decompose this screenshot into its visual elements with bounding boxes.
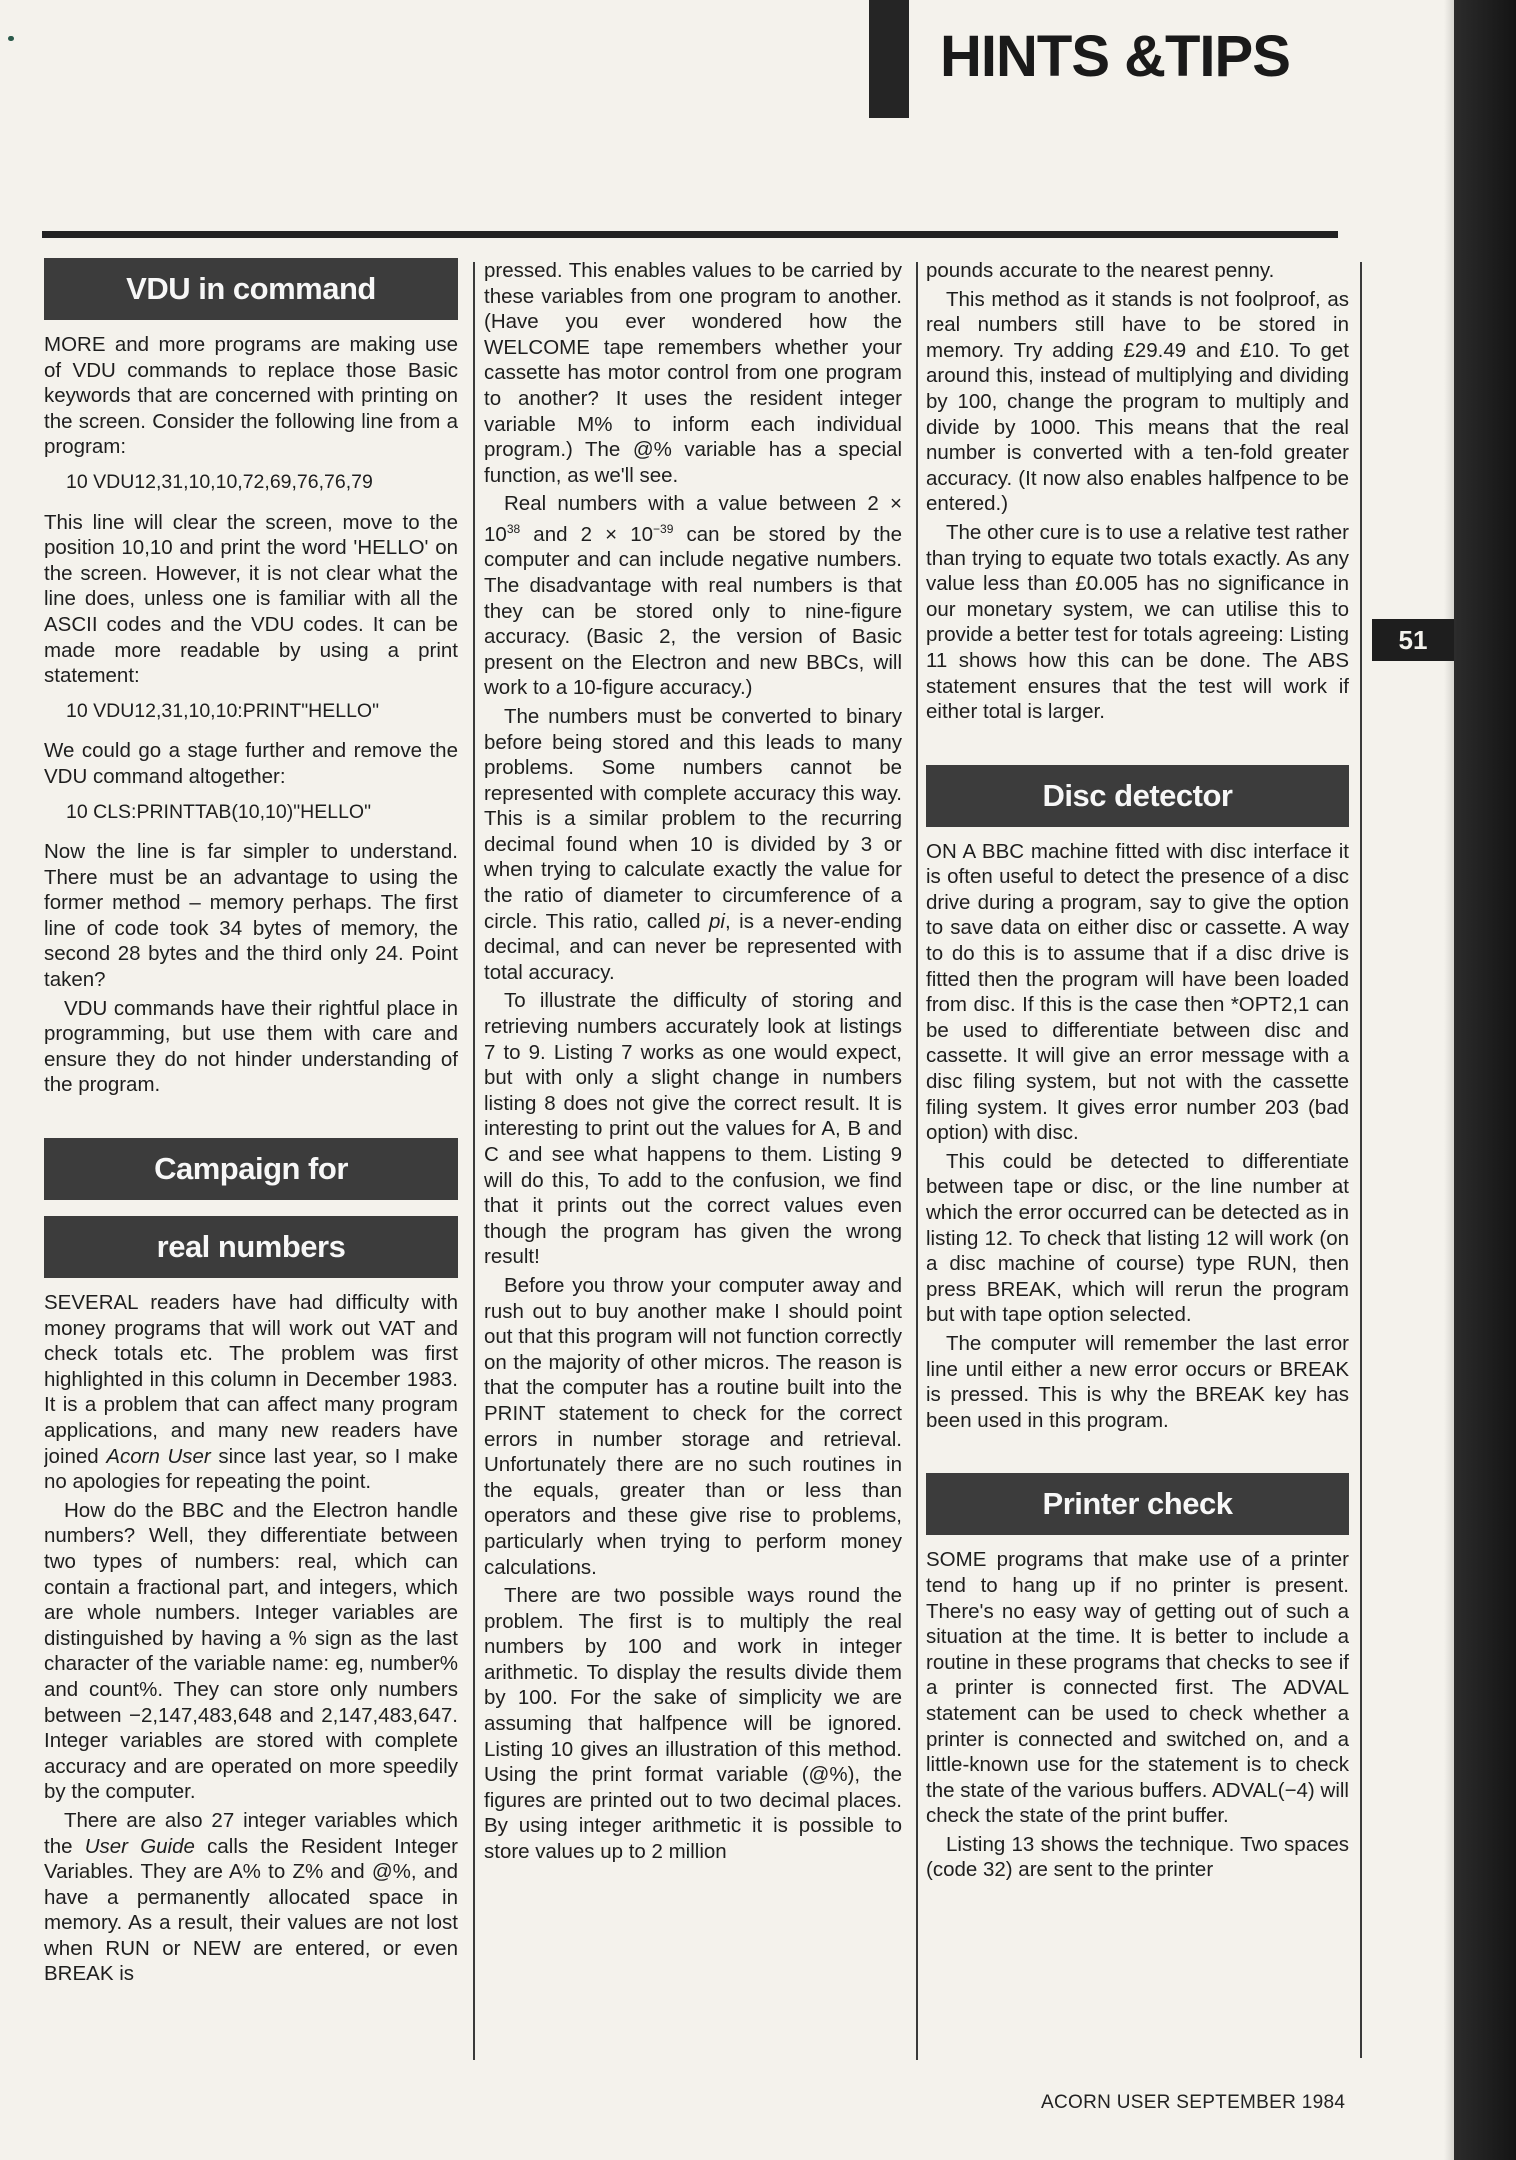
paragraph: Before you throw your computer away and rush out to buy another make I should point out that this program will not function correctly on the majority of other micros. The reason is that the computer has a routine built into the PRINT statement to check for the correct errors in number storage and retrieval. Unfortunately there are no such routines in the equals, greater than or less than operators and these give rise to problems, particularly when trying to perform money calculations. xyxy=(484,1273,902,1579)
print-speck xyxy=(8,36,14,41)
paragraph: How do the BBC and the Electron handle numbers? Well, they differentiate between two types of numbers: real, which can contain a fractional part, and integers, which are whole numbers. Integer variables are distinguished by having a % sign as the last character of the variable name: eg, number% and count%. They can store only numbers between −2,147,483,648 and 2,147,483,647. Integer variables are stored with complete accuracy and are operated on more speedily by the computer. xyxy=(44,1498,458,1804)
paragraph: The computer will remember the last error line until either a new error occurs or BREAK is pressed. This is why the BREAK key has been used in this program. xyxy=(926,1331,1349,1432)
footer-credit: ACORN USER SEPTEMBER 1984 xyxy=(1041,2092,1346,2113)
code-line: 10 VDU12,31,10,10,72,69,76,76,79 xyxy=(66,470,373,493)
vdu-in-command-heading: VDU in command xyxy=(44,258,458,320)
column-rule xyxy=(473,262,475,2060)
column-3 xyxy=(926,258,1349,2058)
paragraph: The other cure is to use a relative test rather than trying to equate two totals exactly. As any value less than £0.005 has no significance in our monetary system, we can utilise this to provide a better test for totals agreeing: Listing 11 shows how this can be done. The ABS statement ensures that the test will work if either total is larger. xyxy=(926,520,1349,724)
top-rule xyxy=(42,231,1338,238)
column-rule xyxy=(1360,262,1362,2058)
printer-check-heading: Printer check xyxy=(926,1473,1349,1535)
column-1 xyxy=(44,258,458,2058)
paragraph: ON A BBC machine fitted with disc interface it is often useful to detect the presence of a disc drive during a program, say to give the option to save data on either disc or cassette. A way to do this is to assume that if a disc drive is fitted then the program will have been loaded from disc. If this is the case then *OPT2,1 can be used to differentiate between disc and cassette. It will give an error message with a disc filing system, but not with the cassette filing system. It gives error number 203 (bad option) with disc. xyxy=(926,839,1349,1145)
magazine-name: Acorn User xyxy=(106,1444,211,1468)
campaign-heading-line-1: Campaign for xyxy=(44,1138,458,1200)
campaign-heading-line-2: real numbers xyxy=(44,1216,458,1278)
paragraph: This could be detected to differentiate between tape or disc, or the line number at which the error occurred can be detected as in listing 12. To check that listing 12 will work (on a disc machine of course) type RUN, then press BREAK, which will rerun the program but with tape option selected. xyxy=(926,1149,1349,1327)
paragraph: Listing 13 shows the technique. Two spaces (code 32) are sent to the printer xyxy=(926,1832,1349,1882)
paragraph: Now the line is far simpler to understand. There must be an advantage to using the former method – memory perhaps. The first line of code took 34 bytes of memory, the second 28 bytes and the third only 24. Point taken? xyxy=(44,840,458,992)
paragraph: Real numbers with a value between $2 \times 10^{38}$ and $2 \times 10^{-39}$ can be stored by the computer and can include negative numbers. The disadvantage with real numbers is that they can be stored only to nine-figure accuracy. (Basic 2, the version of Basic present on the Electron and new BBCs, will work to a 10-figure accuracy.) xyxy=(484,492,902,700)
paragraph: This method as it stands is not foolproof, as real numbers still have to be stored in memory. Try adding £29.49 and £10. To get around this, instead of multiplying and dividing by 100, change the program to multiply and divide by 1000. This means that the real number is converted with a ten-fold greater accuracy. (It now also enables halfpence to be entered.) xyxy=(926,287,1349,516)
book-title: User Guide xyxy=(84,1834,195,1858)
spine-shadow xyxy=(1444,0,1454,2160)
column-rule xyxy=(916,262,918,2060)
code-line: 10 VDU12,31,10,10:PRINT"HELLO" xyxy=(66,699,379,722)
disc-detector-heading: Disc detector xyxy=(926,765,1349,827)
code-line: 10 CLS:PRINTTAB(10,10)"HELLO" xyxy=(66,800,372,823)
header-bar xyxy=(869,0,909,118)
paragraph: MORE and more programs are making use of VDU commands to replace those Basic keywords that are concerned with printing on the screen. Consider the following line from a program: xyxy=(44,333,458,459)
paragraph: We could go a stage further and remove the VDU command altogether: xyxy=(44,739,458,788)
paragraph: SEVERAL readers have had difficulty with money programs that will work out VAT and check totals etc. The problem was first highlighted in this column in December 1983. It is a problem that can affect many program applications, and many new readers have joined Acorn User since last year, so I make no apologies for repeating the point. xyxy=(44,1291,458,1494)
paragraph: To illustrate the difficulty of storing and retrieving numbers accurately look at listings 7 to 9. Listing 7 works as one would expect, but with only a slight change in numbers listing 8 does not give the correct result. It is interesting to print out the values for A, B and C and see what happens to them. Listing 9 will do this, To add to the confusion, we find that it prints out the correct values even though the program has given the wrong result! xyxy=(484,989,902,1269)
paragraph: The numbers must be converted to binary before being stored and this leads to many problems. Some numbers cannot be represented with complete accuracy this way. This is a similar problem to the recurring decimal found when 10 is divided by 3 or when trying to calculate exactly the value for the ratio of diameter to circumference of a circle. This ratio, called pi, is a never-ending decimal, and can never be represented with total accuracy. xyxy=(484,704,902,984)
paragraph: SOME programs that make use of a printer tend to hang up if no printer is present. There's no easy way of getting out of such a situation at the time. It is better to include a routine in these programs that checks to see if a printer is connected first. The ADVAL statement can be used to check whether a printer is connected and switched on, and a little-known use for the statement is to check the state of the various buffers. ADVAL(−4) will check the state of the print buffer. xyxy=(926,1548,1349,1828)
paragraph: VDU commands have their rightful place in programming, but use them with care and ensure they do not hinder understanding of the program. xyxy=(44,996,458,1097)
paragraph: pounds accurate to the nearest penny. xyxy=(926,259,1275,282)
paragraph: There are also 27 integer variables which the User Guide calls the Resident Integer Variables. They are A% to Z% and @%, and have a permanently allocated space in memory. As a result, their values are not lost when RUN or NEW are entered, or even BREAK is xyxy=(44,1808,458,1986)
section-title: HINTS &TIPS xyxy=(940,24,1290,89)
page-number: 51 xyxy=(1372,619,1454,661)
magazine-spine xyxy=(1454,0,1516,2160)
column-2 xyxy=(484,258,902,2058)
paragraph: This line will clear the screen, move to the position 10,10 and print the word 'HELLO' on the screen. However, it is not clear what the line does, unless one is familiar with all the ASCII codes and the VDU codes. It can be made more readable by using a print statement: xyxy=(44,510,458,688)
paragraph: pressed. This enables values to be carried by these variables from one program to another. (Have you ever wondered how the WELCOME tape remembers whether your cassette has motor control from one program to another? It uses the resident integer variable M% to inform each individual program.) The @% variable has a special function, as we'll see. xyxy=(484,259,902,487)
paragraph: There are two possible ways round the problem. The first is to multiply the real numbers by 100 and work in integer arithmetic. To display the results divide them by 100. For the sake of simplicity we are assuming that halfpence will be ignored. Listing 10 gives an illustration of this method. Using the print format variable (@%), the figures are printed out to two decimal places. By using integer arithmetic it is possible to store values up to 2 million xyxy=(484,1584,902,1864)
